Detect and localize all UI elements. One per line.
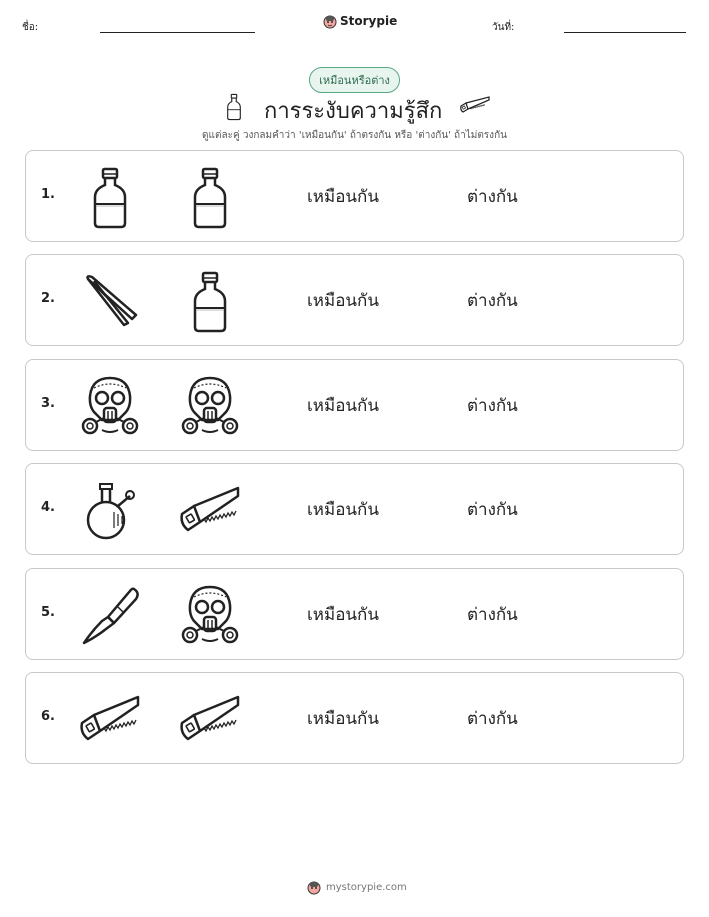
- question-number: 1.: [41, 187, 55, 202]
- storypie-mascot-icon: [323, 13, 337, 29]
- footer: [307, 879, 407, 895]
- worksheet-type-badge: เหมือนหรือต่าง: [309, 67, 400, 93]
- saw-icon: [178, 687, 242, 751]
- question-card: [25, 568, 684, 660]
- question-card: [25, 672, 684, 764]
- storypie-mascot-icon: [307, 879, 321, 895]
- saw-icon: [178, 478, 242, 542]
- question-number: 5.: [41, 605, 55, 620]
- name-line[interactable]: [100, 32, 255, 33]
- gas-mask-icon: [178, 374, 242, 438]
- option-different[interactable]: ต่างกัน: [467, 709, 518, 729]
- option-different[interactable]: ต่างกัน: [467, 605, 518, 625]
- question-card: [25, 359, 684, 451]
- option-same[interactable]: เหมือนกัน: [307, 291, 379, 311]
- option-same[interactable]: เหมือนกัน: [307, 709, 379, 729]
- option-same[interactable]: เหมือนกัน: [307, 187, 379, 207]
- question-number: 6.: [41, 709, 55, 724]
- option-same[interactable]: เหมือนกัน: [307, 396, 379, 416]
- option-different[interactable]: ต่างกัน: [467, 396, 518, 416]
- option-different[interactable]: ต่างกัน: [467, 187, 518, 207]
- question-number: 2.: [41, 291, 55, 306]
- option-same[interactable]: เหมือนกัน: [307, 500, 379, 520]
- instructions: ดูแต่ละคู่ วงกลมคำว่า 'เหมือนกัน' ถ้าตรงกัน หรือ 'ต่างกัน' ถ้าไม่ตรงกัน: [202, 130, 507, 141]
- question-number: 4.: [41, 500, 55, 515]
- brand-logo: [323, 13, 397, 29]
- question-card: [25, 463, 684, 555]
- bottle-icon: [225, 92, 243, 122]
- bottle-icon: [178, 269, 242, 333]
- bottle-icon: [78, 165, 142, 229]
- date-label: วันที่:: [492, 22, 515, 33]
- date-line[interactable]: [564, 32, 686, 33]
- question-card: [25, 150, 684, 242]
- round-flask-icon: [78, 478, 142, 542]
- saw-icon: [78, 687, 142, 751]
- gas-mask-icon: [178, 583, 242, 647]
- name-label: ชื่อ:: [22, 22, 39, 33]
- brand-name: Storypie: [340, 14, 398, 28]
- title-row: [0, 90, 709, 128]
- option-different[interactable]: ต่างกัน: [467, 291, 518, 311]
- scalpel-icon: [78, 583, 142, 647]
- footer-website[interactable]: mystorypie.com: [326, 881, 407, 893]
- option-same[interactable]: เหมือนกัน: [307, 605, 379, 625]
- bottle-icon: [178, 165, 242, 229]
- gas-mask-icon: [78, 374, 142, 438]
- question-number: 3.: [41, 396, 55, 411]
- page-title: การระงับความรู้สึก: [264, 99, 443, 124]
- question-card: [25, 254, 684, 346]
- saw-icon: [459, 95, 491, 117]
- option-different[interactable]: ต่างกัน: [467, 500, 518, 520]
- tweezers-icon: [78, 269, 142, 333]
